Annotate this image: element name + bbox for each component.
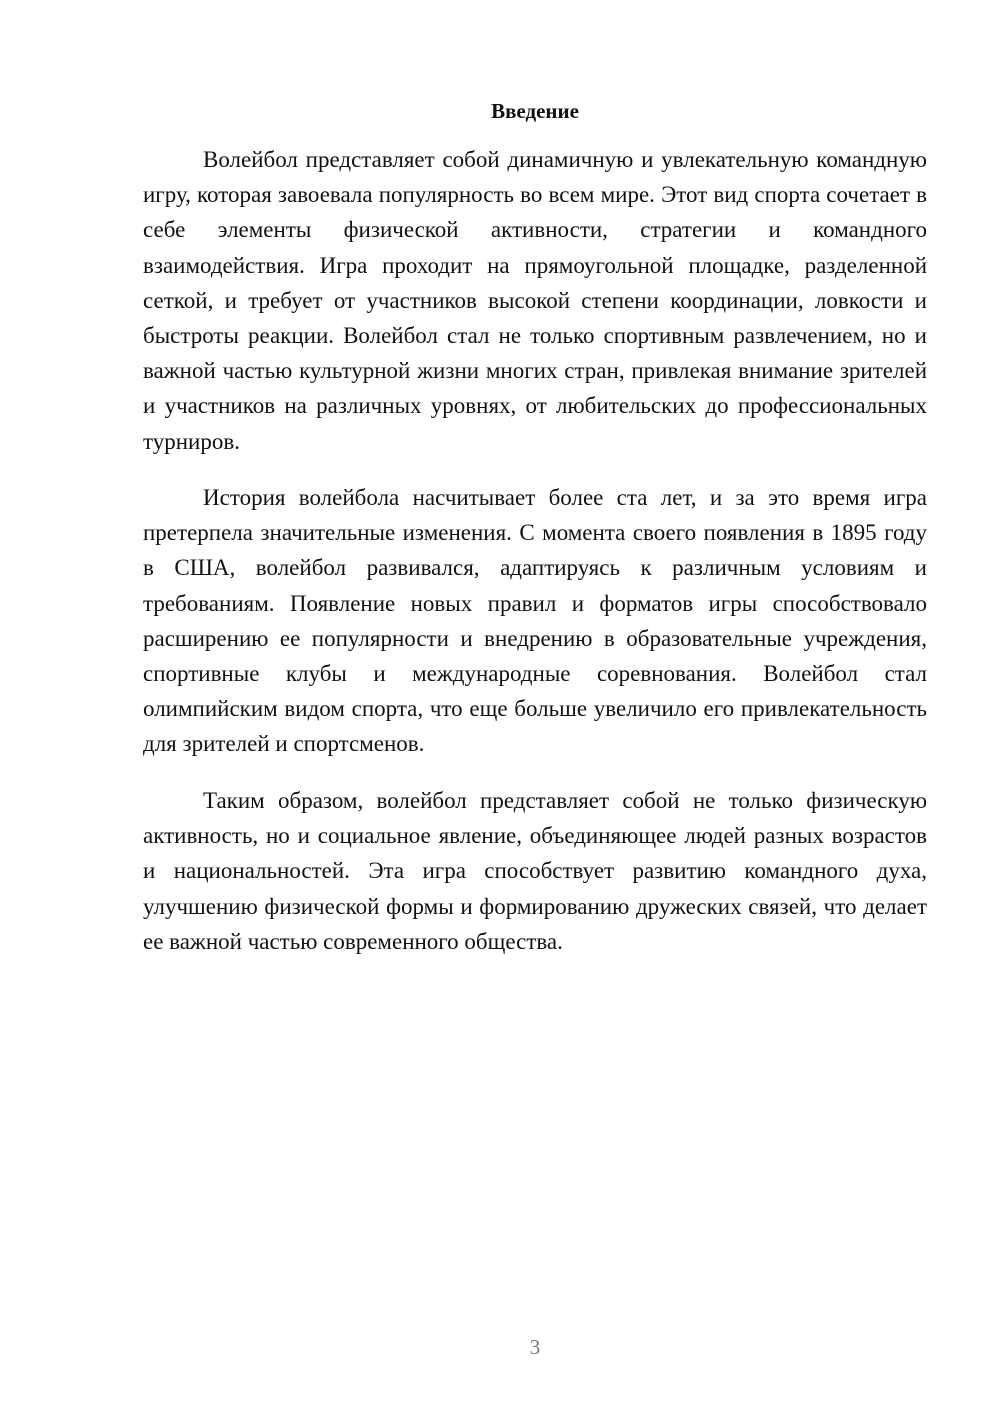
paragraph-history: История волейбола насчитывает более ста лет, и за это время игра претерпела значительные изменения. С момента своего появления в 1895 году в США, волейбол развивался, адаптируясь к различным условиям и требованиям. Появление новых правил и форматов игры способствовало расширению ее популярности и внедрению в образовательные учреждения, спортивные клубы и международные соревнования. Волейбол стал олимпийским видом спорта, что еще больше увеличило его привлекательность для зрителей и спортсменов. bbox=[143, 485, 927, 757]
paragraph-conclusion: Таким образом, волейбол представляет собой не только физическую активность, но и социальное явление, объединяющее людей разных возрастов и национальностей. Эта игра способствует развитию командного духа, улучшению физической формы и формированию дружеских связей, что делает ее важной частью современного общества. bbox=[143, 788, 927, 954]
page-number: 3 bbox=[529, 1335, 541, 1359]
section-title: Введение bbox=[491, 99, 579, 123]
paragraph-introduction: Волейбол представляет собой динамичную и увлекательную командную игру, которая завоевала популярность во всем мире. Этот вид спорта сочетает в себе элементы физической активности, стратегии и командного взаимодействия. Игра проходит на прямоугольной площадке, разделенной сеткой, и требует от участников высокой степени координации, ловкости и быстроты реакции. Волейбол стал не только спортивным развлечением, но и важной частью культурной жизни многих стран, привлекая внимание зрителей и участников на различных уровнях, от любительских до профессиональных турниров. bbox=[143, 147, 927, 454]
